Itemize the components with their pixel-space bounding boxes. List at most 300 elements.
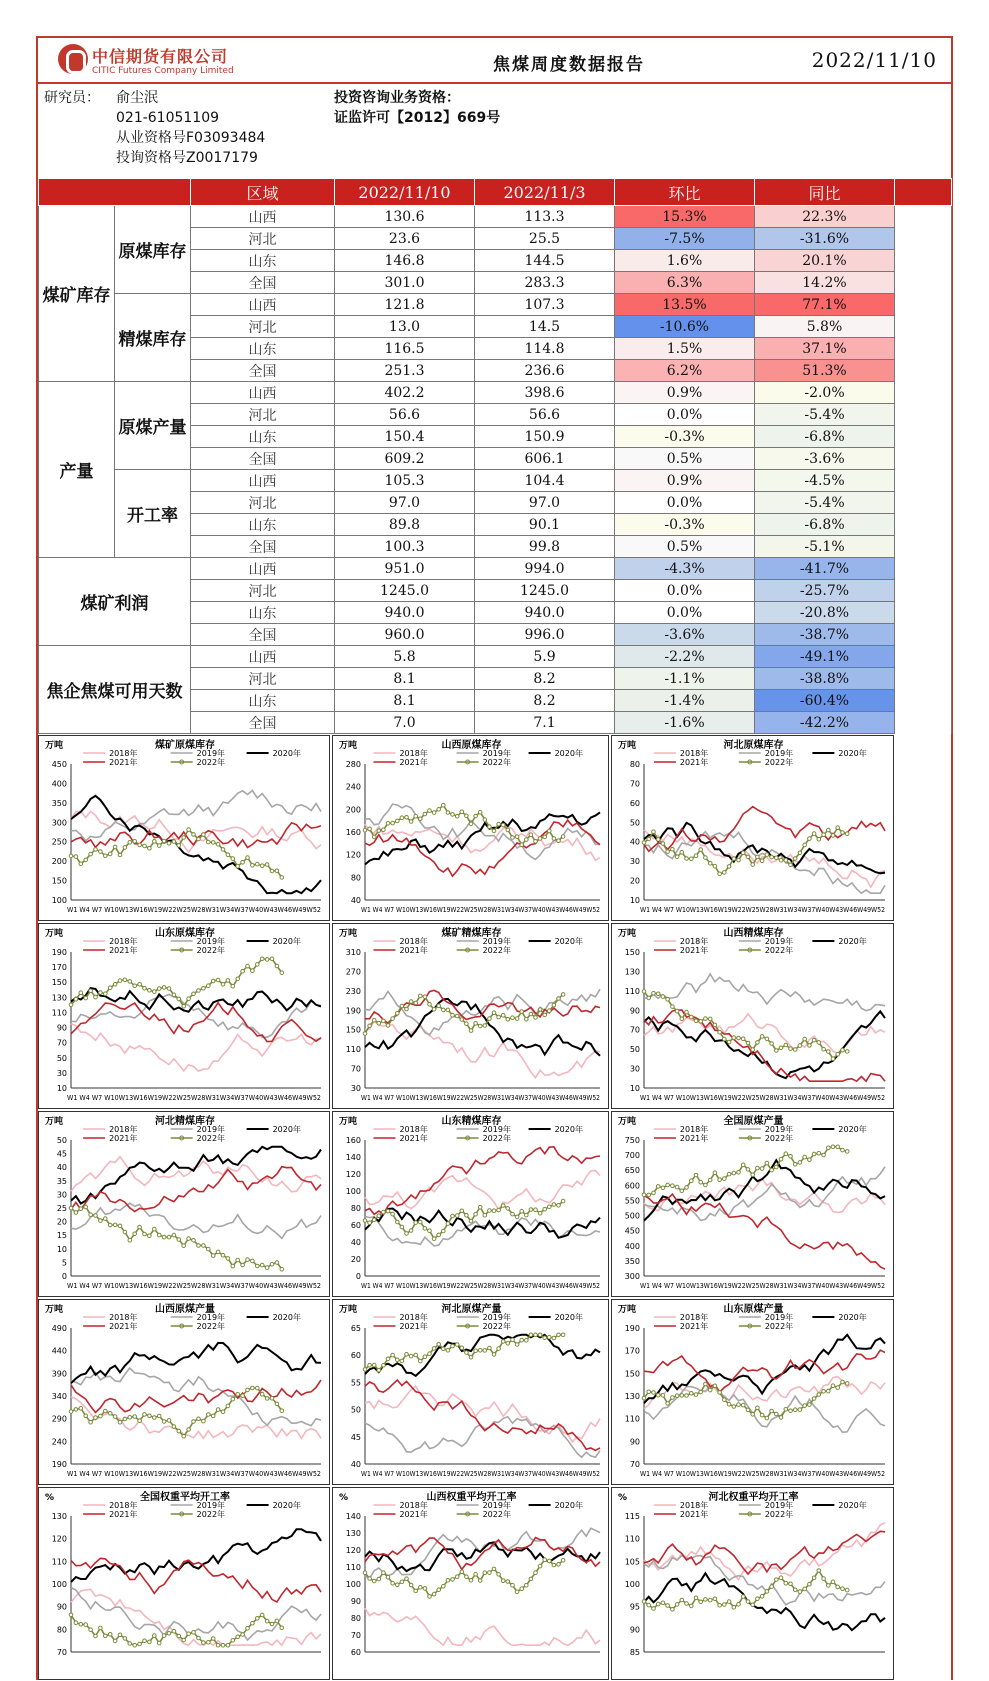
line-chart: [38, 735, 330, 921]
series-line-2019年: [365, 1216, 600, 1246]
series-line-2018年: [365, 1608, 600, 1645]
y-tick-label: 150: [624, 1369, 640, 1379]
series-point: [708, 862, 712, 866]
cell-previous-value: 14.5: [475, 316, 615, 338]
series-point: [465, 1214, 469, 1218]
series-point: [798, 851, 802, 855]
series-point: [84, 1623, 88, 1627]
y-tick-label: 10: [629, 896, 640, 905]
series-point: [275, 1402, 279, 1406]
y-tick-label: 450: [624, 1226, 640, 1236]
legend-label: 2020年: [272, 749, 301, 758]
series-point: [251, 864, 255, 868]
series-point: [822, 1047, 826, 1051]
series-point: [84, 858, 88, 862]
series-point: [372, 1363, 376, 1367]
series-point: [270, 1622, 274, 1626]
series-point: [133, 1232, 137, 1236]
chart-unit: 万吨: [618, 741, 637, 751]
series-point: [386, 1024, 390, 1028]
subgroup-label: 开工率: [115, 470, 191, 558]
cell-wow-change: -0.3%: [615, 426, 755, 448]
series-point: [685, 1602, 689, 1606]
series-point: [226, 1257, 230, 1261]
series-point: [391, 821, 395, 825]
series-point: [661, 1186, 665, 1190]
series-point: [446, 811, 450, 815]
series-point: [713, 864, 717, 868]
series-point: [455, 1014, 459, 1018]
series-point: [732, 1036, 736, 1040]
legend-label: 2022年: [482, 946, 511, 955]
series-point: [845, 1050, 849, 1054]
series-point: [647, 1193, 651, 1197]
series-point: [671, 1396, 675, 1400]
y-tick-label: 120: [345, 1170, 361, 1179]
y-tick-label: 160: [345, 1136, 361, 1145]
series-point: [69, 1003, 73, 1007]
series-point: [793, 1163, 797, 1167]
series-point: [534, 840, 538, 844]
series-point: [172, 840, 176, 844]
cell-wow-change: 0.0%: [615, 492, 755, 514]
cell-previous-value: 104.4: [475, 470, 615, 492]
series-point: [451, 1214, 455, 1218]
series-point: [260, 1263, 264, 1267]
series-point: [270, 1396, 274, 1400]
series-point: [372, 1018, 376, 1022]
series-point: [492, 1567, 496, 1571]
series-point: [226, 979, 230, 983]
series-point: [192, 1420, 196, 1424]
series-point: [409, 1583, 413, 1587]
series-point: [79, 1407, 83, 1411]
y-tick-label: 0: [355, 1272, 361, 1281]
y-tick-label: 100: [624, 1580, 640, 1589]
y-tick-label: 10: [56, 1084, 67, 1093]
series-point: [108, 986, 112, 990]
series-line-2019年: [644, 1167, 885, 1221]
legend-label: 2018年: [109, 1501, 138, 1510]
legend-label: 2022年: [764, 1134, 794, 1143]
series-point: [737, 1036, 741, 1040]
cell-region: 山西: [191, 470, 335, 492]
x-tick-labels: W1 W4 W7 W10W13W16W19W22W25W28W31W34W37W40W43W46W49W52: [67, 905, 321, 914]
series-point: [708, 1598, 712, 1602]
cell-region: 山东: [191, 514, 335, 536]
series-point: [465, 814, 469, 818]
series-point: [79, 862, 83, 866]
cell-current-value: 100.3: [335, 536, 475, 558]
y-tick-label: 190: [624, 1324, 640, 1333]
series-point: [118, 1224, 122, 1228]
cell-region: 河北: [191, 580, 335, 602]
series-point: [231, 984, 235, 988]
y-tick-label: 400: [51, 779, 67, 789]
series-point: [400, 1004, 404, 1008]
series-point: [656, 992, 660, 996]
series-point: [671, 1608, 675, 1612]
series-point: [685, 1394, 689, 1398]
y-tick-label: 130: [624, 1392, 640, 1401]
cell-wow-change: -1.1%: [615, 668, 755, 690]
series-point: [172, 1425, 176, 1429]
series-point: [548, 1559, 552, 1563]
series-point: [751, 1603, 755, 1607]
series-point: [647, 837, 651, 841]
series-point: [89, 852, 93, 856]
cell-yoy-change: -20.8%: [755, 602, 895, 624]
series-point: [845, 1382, 849, 1386]
series-point: [414, 1001, 418, 1005]
series-point: [79, 1623, 83, 1627]
y-tick-label: 40: [350, 1460, 361, 1469]
series-point: [153, 1227, 157, 1231]
series-point: [827, 1389, 831, 1393]
y-tick-label: 120: [51, 1534, 67, 1544]
series-point: [368, 827, 372, 831]
series-point: [377, 1021, 381, 1025]
series-point: [256, 1386, 260, 1390]
cell-current-value: 150.4: [335, 426, 475, 448]
series-point: [236, 977, 240, 981]
series-point: [465, 1351, 469, 1355]
series-point: [432, 1347, 436, 1351]
y-tick-label: 105: [624, 1557, 640, 1567]
series-point: [845, 832, 849, 836]
cell-region: 全国: [191, 272, 335, 294]
cell-current-value: 13.0: [335, 316, 475, 338]
cell-yoy-change: -49.1%: [755, 646, 895, 668]
series-point: [133, 1415, 137, 1419]
series-line-2019年: [71, 1588, 321, 1640]
series-point: [501, 823, 505, 827]
series-point: [182, 1244, 186, 1248]
series-point: [506, 1342, 510, 1346]
series-point: [552, 1203, 556, 1207]
chart-unit: 万吨: [618, 1305, 637, 1315]
series-point: [756, 1166, 760, 1170]
series-point: [845, 1588, 849, 1592]
series-point: [211, 1637, 215, 1641]
series-point: [108, 1412, 112, 1416]
cell-yoy-change: -4.5%: [755, 470, 895, 492]
series-point: [770, 1042, 774, 1046]
col-date-current: 2022/11/10: [335, 179, 475, 206]
series-line-2019年: [71, 994, 321, 1037]
legend-label: 2022年: [764, 1510, 794, 1519]
cell-yoy-change: -25.7%: [755, 580, 895, 602]
series-point: [69, 1206, 73, 1210]
series-point: [642, 990, 646, 994]
series-point: [437, 1588, 441, 1592]
series-point: [520, 843, 524, 847]
y-tick-label: 90: [629, 1006, 640, 1016]
series-point: [432, 1008, 436, 1012]
series-point: [675, 855, 679, 859]
series-point: [746, 1168, 750, 1172]
cell-yoy-change: -5.4%: [755, 492, 895, 514]
series-point: [822, 833, 826, 837]
series-point: [74, 855, 78, 859]
series-point: [483, 1213, 487, 1217]
series-point: [812, 1152, 816, 1156]
series-point: [779, 1576, 783, 1580]
series-point: [382, 1210, 386, 1214]
legend-label: 2021年: [679, 1134, 709, 1143]
cell-previous-value: 56.6: [475, 404, 615, 426]
y-tick-label: 40: [629, 837, 640, 847]
series-point: [557, 1333, 561, 1337]
series-point: [260, 1613, 264, 1617]
series-point: [699, 1180, 703, 1184]
series-point: [543, 1013, 547, 1017]
series-point: [808, 837, 812, 841]
chart-unit: 万吨: [45, 1305, 64, 1315]
chart-grid: [38, 735, 951, 1680]
chart-unit: %: [339, 1493, 349, 1503]
series-point: [713, 1171, 717, 1175]
chart-unit: 万吨: [339, 1117, 358, 1127]
table-row: [39, 558, 952, 580]
series-point: [108, 852, 112, 856]
chart-title: 山东精煤库存: [441, 1116, 502, 1127]
series-point: [557, 997, 561, 1001]
series-point: [148, 1234, 152, 1238]
series-point: [231, 857, 235, 861]
series-point: [817, 1041, 821, 1045]
cell-region: 山西: [191, 646, 335, 668]
series-point: [104, 854, 108, 858]
cell-current-value: 121.8: [335, 294, 475, 316]
group-label: 煤矿利润: [39, 558, 191, 646]
analyst-details: [116, 88, 265, 168]
series-point: [704, 1183, 708, 1187]
series-point: [779, 1157, 783, 1161]
series-point: [396, 1220, 400, 1224]
series-point: [167, 1235, 171, 1239]
cell-region: 河北: [191, 228, 335, 250]
y-tick-label: 310: [345, 948, 361, 957]
series-line-2022年: [71, 1207, 282, 1269]
cell-region: 山西: [191, 558, 335, 580]
company-name-en: CITIC Futures Company Limited: [92, 66, 234, 76]
series-point: [803, 1404, 807, 1408]
cell-region: 河北: [191, 404, 335, 426]
legend-label: 2020年: [838, 1501, 867, 1510]
series-point: [746, 855, 750, 859]
series-point: [538, 837, 542, 841]
cell-current-value: 8.1: [335, 668, 475, 690]
series-point: [770, 1168, 774, 1172]
series-point: [708, 1388, 712, 1392]
series-point: [280, 971, 284, 975]
series-point: [784, 1043, 788, 1047]
series-line-2021年: [71, 1167, 321, 1212]
series-point: [187, 1237, 191, 1241]
series-point: [167, 842, 171, 846]
series-point: [841, 831, 845, 835]
y-tick-label: 350: [51, 798, 67, 808]
series-point: [718, 1030, 722, 1034]
series-point: [741, 1595, 745, 1599]
line-chart: [38, 1111, 330, 1297]
series-point: [437, 1004, 441, 1008]
series-point: [236, 1393, 240, 1397]
series-point: [775, 1049, 779, 1053]
series-line-2019年: [365, 1417, 600, 1457]
series-point: [760, 1595, 764, 1599]
cell-wow-change: 0.0%: [615, 580, 755, 602]
series-point: [99, 1219, 103, 1223]
line-chart: [332, 1487, 609, 1680]
series-point: [241, 1263, 245, 1267]
series-point: [187, 1632, 191, 1636]
y-tick-label: 500: [624, 1211, 640, 1221]
series-point: [162, 839, 166, 843]
series-point: [770, 1409, 774, 1413]
y-tick-label: 30: [350, 1084, 361, 1093]
series-point: [280, 1267, 284, 1271]
series-point: [548, 1009, 552, 1013]
series-point: [405, 1353, 409, 1357]
series-point: [561, 835, 565, 839]
cell-region: 全国: [191, 448, 335, 470]
cell-region: 山西: [191, 382, 335, 404]
series-line-2020年: [365, 812, 600, 864]
series-point: [798, 1161, 802, 1165]
series-point: [511, 1583, 515, 1587]
y-tick-label: 130: [345, 1529, 361, 1538]
legend-label: 2022年: [196, 946, 226, 955]
cell-yoy-change: 37.1%: [755, 338, 895, 360]
series-line-2020年: [71, 1147, 321, 1204]
series-point: [469, 1219, 473, 1223]
cell-yoy-change: 22.3%: [755, 206, 895, 228]
series-point: [241, 969, 245, 973]
series-point: [760, 1035, 764, 1039]
cell-previous-value: 25.5: [475, 228, 615, 250]
chart-title: 山西原煤产量: [155, 1304, 215, 1315]
series-point: [727, 1600, 731, 1604]
series-line-2021年: [71, 1380, 321, 1412]
series-point: [211, 841, 215, 845]
series-point: [474, 1212, 478, 1216]
series-point: [246, 1258, 250, 1262]
series-point: [474, 814, 478, 818]
series-point: [704, 1382, 708, 1386]
cell-previous-value: 7.1: [475, 712, 615, 734]
series-point: [784, 858, 788, 862]
cell-yoy-change: -42.2%: [755, 712, 895, 734]
series-point: [236, 864, 240, 868]
series-point: [501, 1014, 505, 1018]
legend-label: 2019年: [764, 749, 794, 758]
series-point: [138, 983, 142, 987]
chart-unit: %: [45, 1493, 55, 1503]
y-tick-label: 90: [56, 1023, 67, 1033]
series-point: [525, 838, 529, 842]
series-point: [99, 1626, 103, 1630]
series-point: [363, 1219, 367, 1223]
cell-region: 山西: [191, 294, 335, 316]
series-point: [713, 1597, 717, 1601]
y-tick-label: 280: [345, 760, 361, 769]
series-point: [363, 1368, 367, 1372]
series-point: [260, 1392, 264, 1396]
y-tick-label: 110: [624, 1414, 640, 1424]
series-point: [812, 1397, 816, 1401]
series-point: [690, 857, 694, 861]
series-point: [182, 836, 186, 840]
qualification: [334, 88, 500, 128]
y-tick-label: 40: [350, 896, 361, 905]
legend-label: 2020年: [272, 1125, 301, 1134]
series-line-2018年: [71, 1157, 321, 1192]
series-point: [256, 1264, 260, 1268]
chart-unit: 万吨: [618, 1117, 637, 1127]
series-point: [836, 1145, 840, 1149]
cell-previous-value: 114.8: [475, 338, 615, 360]
legend-label: 2021年: [109, 1134, 138, 1143]
cell-wow-change: -4.3%: [615, 558, 755, 580]
y-tick-label: 230: [345, 986, 361, 996]
series-point: [515, 1343, 519, 1347]
series-point: [423, 1587, 427, 1591]
series-point: [177, 1429, 181, 1433]
legend-label: 2018年: [679, 1313, 709, 1322]
series-point: [246, 1388, 250, 1392]
series-point: [760, 859, 764, 863]
series-point: [803, 843, 807, 847]
series-point: [675, 1009, 679, 1013]
cell-current-value: 940.0: [335, 602, 475, 624]
series-point: [538, 1333, 542, 1337]
series-point: [699, 1390, 703, 1394]
y-tick-label: 20: [629, 876, 640, 886]
series-point: [74, 1211, 78, 1215]
series-point: [836, 826, 840, 830]
y-tick-label: 140: [345, 1512, 361, 1521]
analyst-label: 研究员：: [44, 90, 100, 106]
cell-yoy-change: -41.7%: [755, 558, 895, 580]
cell-region: 山东: [191, 602, 335, 624]
series-point: [779, 858, 783, 862]
series-point: [216, 1408, 220, 1412]
cell-previous-value: 236.6: [475, 360, 615, 382]
series-point: [270, 869, 274, 873]
legend-label: 2022年: [764, 758, 794, 767]
series-point: [798, 1590, 802, 1594]
series-line-2020年: [365, 1335, 600, 1376]
series-point: [84, 1414, 88, 1418]
series-point: [182, 1434, 186, 1438]
series-point: [680, 1598, 684, 1602]
series-point: [442, 803, 446, 807]
series-point: [647, 1603, 651, 1607]
analyst-phone: 021-61051109: [116, 110, 220, 126]
series-point: [497, 1347, 501, 1351]
cell-current-value: 1245.0: [335, 580, 475, 602]
series-point: [386, 1209, 390, 1213]
table-row: [39, 646, 952, 668]
group-label: 焦企焦煤可用天数: [39, 646, 191, 734]
y-tick-label: 50: [350, 1405, 361, 1415]
series-point: [666, 1402, 670, 1406]
series-point: [409, 1229, 413, 1233]
legend-label: 2019年: [482, 749, 511, 758]
legend-label: 2020年: [838, 937, 867, 946]
